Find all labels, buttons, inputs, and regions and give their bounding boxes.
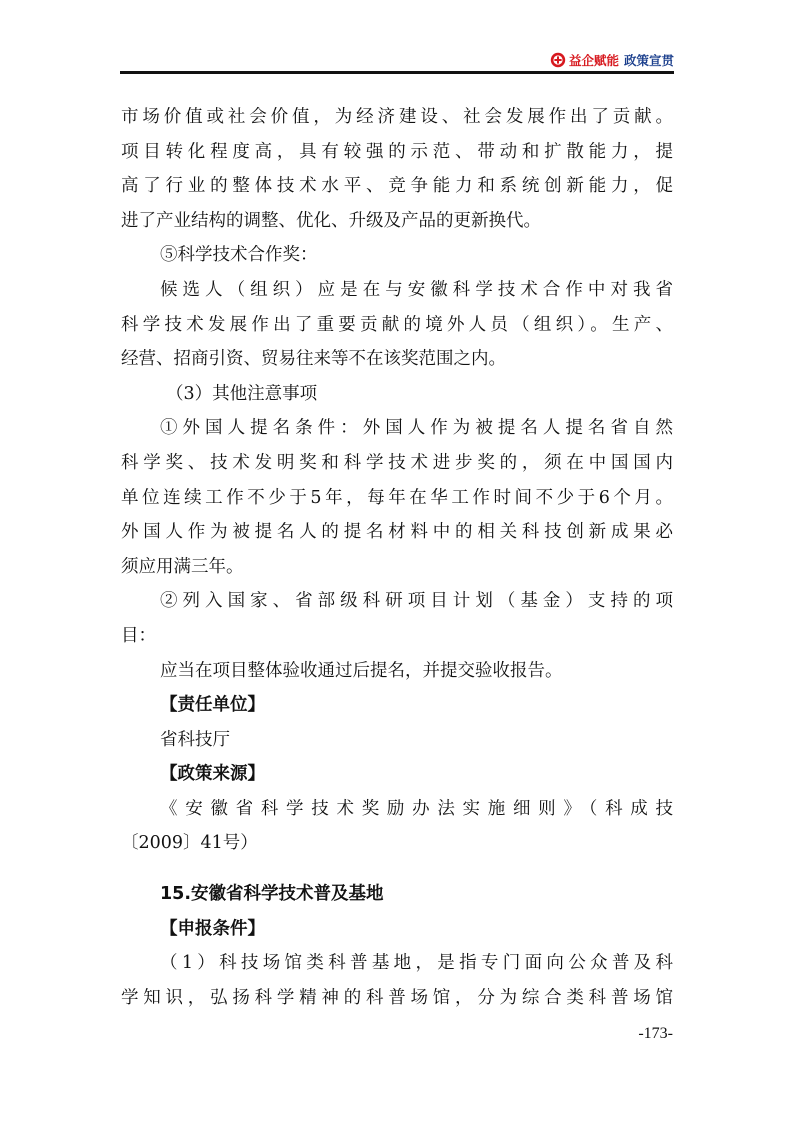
subsection-title: （3）其他注意事项	[166, 383, 318, 404]
brand-name: 益企赋能	[568, 53, 619, 68]
section-label-application-conditions: 【申报条件】	[160, 918, 265, 939]
policy-source-value: 〔2009〕41号）	[121, 833, 258, 854]
paragraph-line: （1）科技场馆类科普基地，是指专门面向公众普及科	[160, 953, 673, 974]
paragraph-line: 经营、招商引资、贸易往来等不在该奖范围之内。	[121, 349, 506, 370]
policy-source-value: 《安徽省科学技术奖励办法实施细则》（科成技	[160, 798, 673, 819]
page-number: -173-	[638, 1025, 673, 1042]
paragraph-line: 高了行业的整体技术水平、竞争能力和系统创新能力，促	[121, 176, 673, 197]
page-header	[120, 48, 674, 74]
paragraph-line: 科学奖、技术发明奖和科学技术进步奖的，须在中国国内	[121, 452, 673, 473]
brand-subtitle: 政策宣贯	[623, 53, 674, 68]
paragraph-line: 目：	[121, 625, 156, 646]
brand-banner	[550, 51, 674, 69]
section-gap	[121, 861, 673, 877]
paragraph-line: 项目转化程度高，具有较强的示范、带动和扩散能力，提	[121, 141, 673, 162]
section-heading: 15.安徽省科学技术普及基地	[160, 884, 384, 905]
header-rule	[120, 71, 674, 74]
section-label-responsible-unit: 【责任单位】	[160, 695, 265, 716]
section-label-policy-source: 【政策来源】	[160, 764, 265, 785]
paragraph-line: 单位连续工作不少于5年，每年在华工作时间不少于6个月。	[121, 487, 673, 508]
paragraph-line: 应当在项目整体验收通过后提名，并提交验收报告。	[160, 660, 563, 681]
paragraph-line: 科学技术发展作出了重要贡献的境外人员（组织）。生产、	[121, 314, 673, 335]
paragraph-line: 学知识，弘扬科学精神的科普场馆，分为综合类科普场馆	[121, 987, 673, 1008]
paragraph-line: 进了产业结构的调整、优化、升级及产品的更新换代。	[121, 210, 541, 231]
document-body	[121, 100, 673, 1015]
responsible-unit-value: 省科技厅	[160, 729, 230, 750]
subsection-title: ⑤科学技术合作奖：	[160, 245, 318, 266]
paragraph-line: ②列入国家、省部级科研项目计划（基金）支持的项	[160, 591, 673, 612]
paragraph-line: 须应用满三年。	[121, 556, 244, 577]
paragraph-line: 市场价值或社会价值，为经济建设、社会发展作出了贡献。	[121, 107, 673, 127]
paragraph-line: 候选人（组织）应是在与安徽科学技术合作中对我省	[160, 279, 673, 300]
paragraph-line: 外国人作为被提名人的提名材料中的相关科技创新成果必	[121, 522, 673, 543]
paragraph-line: ①外国人提名条件：外国人作为被提名人提名省自然	[160, 418, 673, 439]
brand-logo-icon	[550, 52, 566, 68]
